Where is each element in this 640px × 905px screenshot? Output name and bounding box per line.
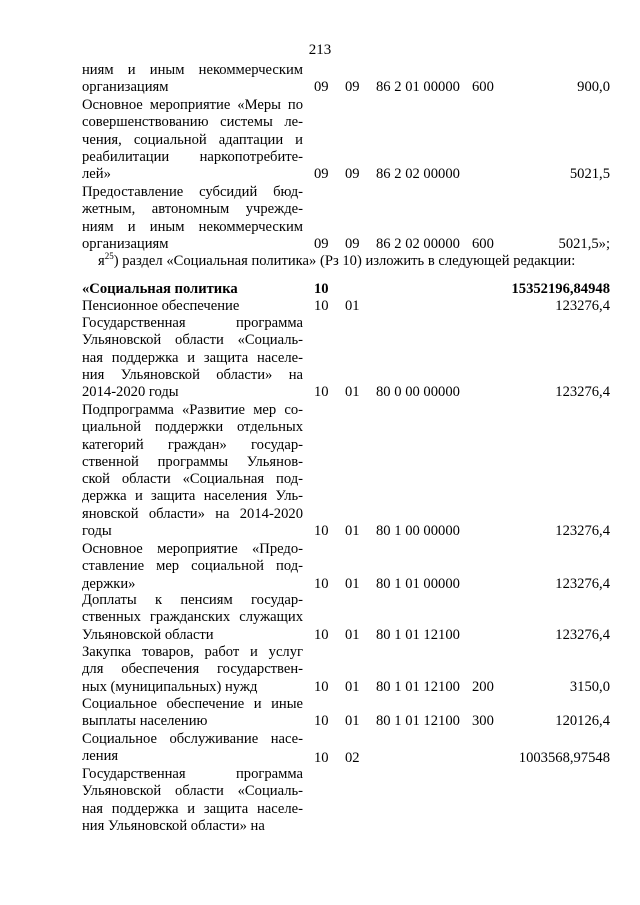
description-line: категорий граждан» государ- bbox=[82, 436, 303, 453]
description-line: ления bbox=[82, 748, 119, 765]
description-line: Государственная программа bbox=[82, 315, 303, 331]
subsection-code: 01 bbox=[345, 626, 360, 643]
description-line: Основное мероприятие «Предо- bbox=[82, 541, 303, 557]
description-line: совершенствованию системы ле- bbox=[82, 114, 303, 131]
amendment-note bbox=[98, 251, 575, 270]
subsection-code: 01 bbox=[345, 298, 360, 314]
row-description bbox=[82, 184, 303, 253]
row-description bbox=[82, 731, 303, 766]
section-code: 10 bbox=[314, 626, 329, 643]
description-line: Доплаты к пенсиям государ- bbox=[82, 592, 303, 608]
subsection-code: 01 bbox=[345, 523, 360, 540]
row-description bbox=[82, 62, 303, 97]
note-text: ) раздел «Социальная политика» (Рз 10) изложить в следующей редакции: bbox=[113, 252, 576, 269]
description-line: ния Ульяновской области» на bbox=[82, 817, 265, 834]
amount: 123276,4 bbox=[555, 523, 610, 540]
description-line: 2014-2020 годы bbox=[82, 384, 179, 401]
description-line: держки» bbox=[82, 575, 136, 592]
description-line: Пенсионное обеспечение bbox=[82, 298, 240, 314]
description-line: ния Ульяновской области» на bbox=[82, 366, 303, 383]
row-description bbox=[82, 97, 303, 183]
subsection-code: 09 bbox=[345, 235, 360, 252]
description-line: ставление мер социальной под- bbox=[82, 558, 303, 575]
description-line: ской области «Социальная под- bbox=[82, 471, 303, 488]
section-code: 10 bbox=[314, 384, 329, 401]
description-line: выплаты населению bbox=[82, 713, 208, 730]
description-line: держка и защита населения Уль- bbox=[82, 488, 303, 505]
row-description bbox=[82, 315, 303, 401]
description-line: Основное мероприятие «Меры по bbox=[82, 97, 303, 113]
row-description bbox=[82, 644, 303, 696]
amount: 123276,4 bbox=[555, 575, 610, 592]
expense-type-code: 600 bbox=[472, 79, 494, 96]
amount: 15352196,84948 bbox=[511, 281, 610, 297]
section-code: 10 bbox=[314, 713, 329, 730]
row-description bbox=[82, 696, 303, 731]
target-item-code: 86 2 01 00000 bbox=[376, 79, 460, 96]
section-code: 09 bbox=[314, 79, 329, 96]
description-line: ная поддержка и защита населе- bbox=[82, 349, 303, 366]
subsection-code: 09 bbox=[345, 166, 360, 183]
amount: 1003568,97548 bbox=[518, 750, 610, 767]
amount: 123276,4 bbox=[555, 626, 610, 643]
description-line: яновской области» на 2014-2020 bbox=[82, 505, 303, 522]
description-line: организациям bbox=[82, 79, 169, 96]
target-item-code: 80 1 00 00000 bbox=[376, 523, 460, 540]
target-item-code: 86 2 02 00000 bbox=[376, 235, 460, 252]
description-line: Ульяновской области «Социаль- bbox=[82, 783, 303, 800]
description-line: ственной программы Ульянов- bbox=[82, 453, 303, 470]
amount: 900,0 bbox=[577, 79, 610, 96]
amount: 123276,4 bbox=[555, 384, 610, 401]
subsection-code: 01 bbox=[345, 384, 360, 401]
page-number: 213 bbox=[308, 42, 332, 58]
target-item-code: 80 1 01 12100 bbox=[376, 678, 460, 695]
row-description bbox=[82, 766, 303, 835]
description-line: реабилитации наркопотребите- bbox=[82, 148, 303, 165]
section-code: 10 bbox=[314, 678, 329, 695]
section-code: 09 bbox=[314, 166, 329, 183]
description-line: чения, социальной адаптации и bbox=[82, 131, 303, 148]
description-line: Ульяновской области bbox=[82, 626, 214, 643]
subsection-code: 01 bbox=[345, 713, 360, 730]
description-line: ная поддержка и защита населе- bbox=[82, 800, 303, 817]
description-line: ственных гражданских служащих bbox=[82, 609, 303, 626]
row-description bbox=[82, 281, 303, 298]
expense-type-code: 300 bbox=[472, 713, 494, 730]
description-line: ных (муниципальных) нужд bbox=[82, 678, 258, 695]
description-line: Ульяновской области «Социаль- bbox=[82, 332, 303, 349]
section-code: 10 bbox=[314, 750, 329, 767]
description-line: для обеспечения государствен- bbox=[82, 661, 303, 678]
amount: 5021,5 bbox=[569, 166, 610, 183]
section-code: 10 bbox=[314, 575, 329, 592]
description-line: организациям bbox=[82, 235, 169, 252]
description-line: годы bbox=[82, 523, 112, 540]
description-line: Социальное обеспечение и иные bbox=[82, 696, 303, 712]
section-code: 10 bbox=[314, 298, 329, 314]
description-line: лей» bbox=[82, 166, 111, 183]
row-description bbox=[82, 541, 303, 593]
note-prefix: я bbox=[98, 252, 105, 269]
section-code: 09 bbox=[314, 235, 329, 252]
target-item-code: 80 1 01 12100 bbox=[376, 713, 460, 730]
target-item-code: 80 1 01 12100 bbox=[376, 626, 460, 643]
description-line: Предоставление субсидий бюд- bbox=[82, 184, 303, 200]
expense-type-code: 600 bbox=[472, 235, 494, 252]
subsection-code: 09 bbox=[345, 79, 360, 96]
row-description bbox=[82, 298, 303, 315]
amount: 120126,4 bbox=[555, 713, 610, 730]
description-line: жетным, автономным учрежде- bbox=[82, 201, 303, 218]
description-line: Социальное обслуживание насе- bbox=[82, 731, 303, 747]
row-description bbox=[82, 402, 303, 540]
amount: 123276,4 bbox=[555, 298, 610, 314]
description-line: «Социальная политика bbox=[82, 281, 238, 297]
expense-type-code: 200 bbox=[472, 678, 494, 695]
description-line: Государственная программа bbox=[82, 766, 303, 782]
subsection-code: 01 bbox=[345, 575, 360, 592]
description-line: Закупка товаров, работ и услуг bbox=[82, 644, 303, 660]
row-description bbox=[82, 592, 303, 644]
amount: 5021,5»; bbox=[558, 235, 610, 252]
note-superscript: 25 bbox=[104, 251, 114, 261]
description-line: Подпрограмма «Развитие мер со- bbox=[82, 402, 303, 418]
description-line: циальной поддержки отдельных bbox=[82, 419, 303, 436]
amount: 3150,0 bbox=[569, 678, 610, 695]
section-code: 10 bbox=[314, 523, 329, 540]
subsection-code: 01 bbox=[345, 678, 360, 695]
description-line: ниям и иным некоммерческим bbox=[82, 62, 303, 78]
subsection-code: 02 bbox=[345, 750, 360, 767]
target-item-code: 86 2 02 00000 bbox=[376, 166, 460, 183]
target-item-code: 80 0 00 00000 bbox=[376, 384, 460, 401]
description-line: ниям и иным некоммерческим bbox=[82, 218, 303, 235]
target-item-code: 80 1 01 00000 bbox=[376, 575, 460, 592]
section-code: 10 bbox=[314, 281, 329, 297]
